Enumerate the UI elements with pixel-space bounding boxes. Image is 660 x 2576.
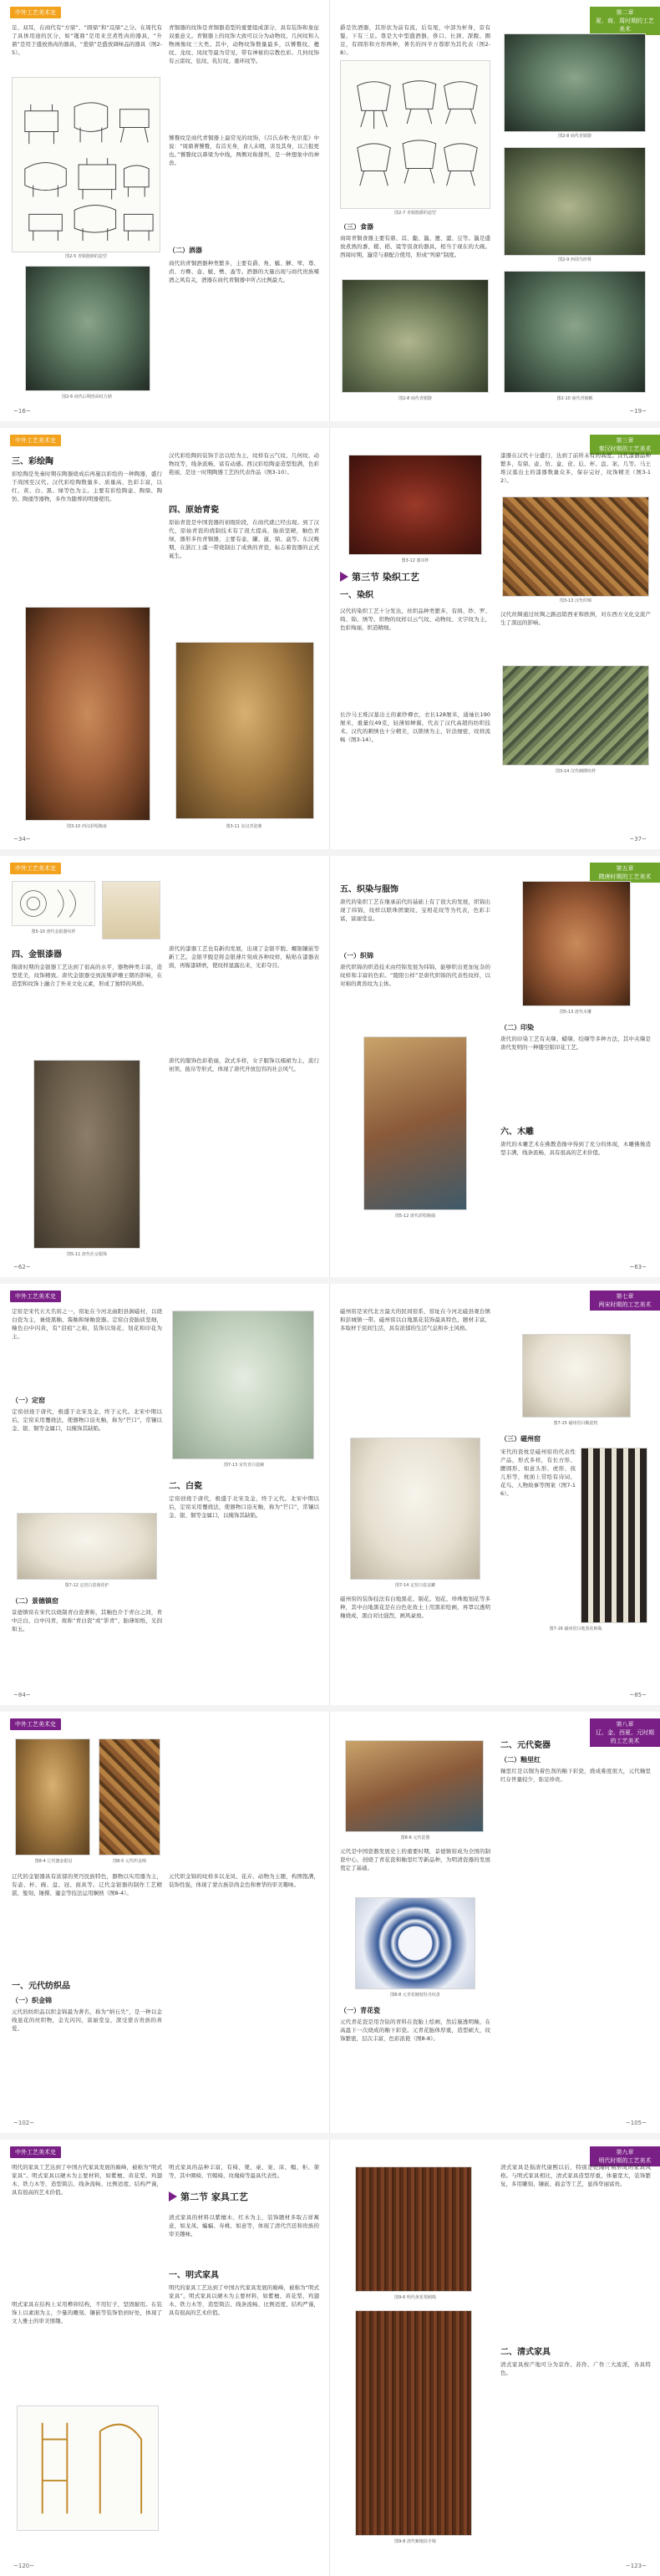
figure-covered-jar-photo	[350, 1438, 480, 1580]
subheading: （三）磁州窑	[500, 1434, 541, 1443]
page-105	[330, 1712, 660, 2133]
spread-3	[0, 856, 660, 1277]
subheading: （一）织锦	[340, 951, 373, 960]
page-number: ~37~	[629, 836, 647, 843]
chapter-section-title: 第三节 染织工艺	[340, 570, 490, 583]
spread-4	[0, 1284, 660, 1705]
figure-caption: 图8-5 元代织金锦	[113, 1859, 146, 1864]
figure-gold-silver-pattern	[12, 881, 95, 926]
figure-bird-zun-photo	[504, 147, 646, 256]
figure-caption: 图8-4 辽代鎏金银冠	[34, 1859, 73, 1864]
page-number: ~63~	[629, 1264, 647, 1270]
body-text: 磁州窑的装饰技法有白地黑花、剔花、划花、珍珠地划花等多种，其中白地黑花是在白色化妆土上用黑彩绘画，再罩以透明釉烧成，黑白对比强烈，画风豪放。	[340, 1596, 490, 1619]
body-text: 元代青花瓷是用含钴的青料在瓷胎上绘画，然后施透明釉，在高温下一次烧成的釉下彩瓷。元青花胎体厚重，造型硕大，纹饰繁密，层次丰富，色彩浓艳（图8-8）。	[340, 2019, 490, 2042]
section-heading: 六、木雕	[500, 1128, 534, 1137]
figure-caption: 图5-12 唐代彩绘陶俑	[395, 1214, 435, 1219]
page-62	[0, 856, 330, 1277]
chapter-tag: 第三章 秦汉时期的工艺美术	[590, 435, 660, 455]
subheading: （一）定窑	[12, 1396, 45, 1404]
chapter-tag: 第八章 辽、金、西夏、元时期的工艺美术	[590, 1718, 660, 1747]
book-title-tag: 中外工艺美术史	[10, 7, 61, 18]
figure-celadon-ding-photo	[175, 642, 314, 819]
body-text: 元代织金锦的纹样多以龙凤、花卉、动物为主题，构图饱满，装饰性强，体现了蒙古族崇尚金色和奢华的审美趣味。	[169, 1873, 319, 1888]
spread-5	[0, 1712, 660, 2133]
page-123	[330, 2140, 660, 2576]
body-text: 定窑创烧于唐代，极盛于北宋及金，终于元代。北宋中期以后，定窑采用覆烧法，使器物口沿无釉，称为“芒口”，常镶以金、银、铜等金属口，以掩饰其缺陷。	[169, 1495, 319, 1519]
page-number: ~84~	[13, 1692, 31, 1698]
page-number: ~19~	[629, 408, 647, 415]
body-text: 漆器在汉代十分盛行，达到了前所未有的高度。汉代漆器品种繁多，有鼎、壶、钫、盒、奁、卮、杯、盘、案、几等。马王堆汉墓出土的漆器数量众多，保存完好，纹饰精美（图3-12）。	[500, 452, 651, 484]
figure-caption: 图3-13 汉代织锦	[560, 598, 591, 603]
body-text: 清式家具按产地可分为京作、苏作、广作三大流派，各具特色。	[500, 2361, 651, 2376]
body-text: 唐代的染织工艺在继承前代的基础上有了很大的发展，织锦出现了纬锦，纹样以联珠团窠纹、宝相花纹等为代表，色彩丰富，富丽堂皇。	[340, 899, 490, 922]
figure-tang-pottery-figure	[522, 881, 631, 1006]
body-text: 辽代的金银器具有浓郁的契丹民族特色，器物以实用器为主，有壶、杯、碗、盘、冠、面具等。辽代金银器的制作工艺精湛，錾刻、锤揲、鎏金等技法运用娴熟（图8-4）。	[12, 1873, 162, 1896]
body-text: 长沙马王堆汉墓出土的素纱襌衣，衣长128厘米，通袖长190厘米，重量仅49克，轻薄如蝉翼，代表了汉代高超的纺织技术。汉代的刺绣也十分精美，以锁绣为主，针法细密，纹样流畅（图3-14）。	[340, 711, 490, 743]
figure-painted-pottery-photo	[25, 607, 150, 821]
page-number: ~120~	[13, 2563, 35, 2569]
section-heading: 二、清式家具	[500, 2348, 551, 2357]
body-text: 爵是饮酒器，其形状为前有流，后有尾，中部为杯身，旁有鋬，下有三足。尊是大中型盛酒器，侈口、长颈、深腹、圈足，有圆形和方形两种，著名的四羊方尊即为其代表（图2-8）。	[340, 24, 490, 56]
figure-tang-figure-photo	[363, 1036, 467, 1210]
chapter-tag: 第二章 夏、商、周时期的工艺美术	[590, 7, 660, 35]
figure-yuan-painting-photo	[345, 1740, 484, 1832]
section-heading: 一、元代纺织品	[12, 1982, 70, 1991]
figure-lacquer-cup-photo	[348, 455, 482, 555]
figure-caption: 图2-10 商代青铜觥	[556, 396, 593, 401]
figure-caption: 图2-7 青铜器爵的造型	[394, 211, 436, 216]
page-number: ~85~	[629, 1692, 647, 1698]
subheading: （二）景德镇窑	[12, 1596, 58, 1605]
figure-caption: 图8-6 元代瓷器	[400, 1835, 430, 1840]
figure-caption: 图5-10 唐代金银器纹样	[31, 929, 76, 934]
page-102	[0, 1712, 330, 2133]
page-85	[330, 1284, 660, 1705]
figure-blue-white-plate-photo	[355, 1897, 475, 1989]
section-heading: 四、金银漆器	[12, 950, 62, 960]
section-arrow-icon	[169, 2192, 177, 2202]
spread-6	[0, 2140, 660, 2576]
figure-caption: 图7-15 磁州窑白釉瓷枕	[553, 1421, 598, 1426]
figure-caption: 图8-8 元青花缠枝牡丹纹盘	[390, 1993, 440, 1998]
page-84	[0, 1284, 330, 1705]
body-text: 汉代的染织工艺十分发达，丝织品种类繁多，有绢、纱、罗、绮、锦、绣等。织物的纹样以云气纹、动物纹、文字纹为主，色彩绚丽，织造精细。	[340, 608, 490, 631]
figure-caption: 图3-12 漆耳杯	[401, 558, 429, 563]
chapter-tag: 第七章 两宋时期的工艺美术	[590, 1291, 660, 1311]
body-text: 明代的家具工艺达到了中国古代家具发展的巅峰，被称为“明式家具”。明式家具以硬木为主要材料，如紫檀、黄花梨、鸡翅木、铁力木等，造型简洁、线条流畅、比例适度、结构严谨，具有很高的艺术价值。	[12, 2164, 162, 2196]
book-title-tag: 中外工艺美术史	[10, 1291, 61, 1302]
page-number: ~123~	[625, 2563, 647, 2569]
figure-lady-figure-painting	[102, 881, 160, 939]
section-heading: 五、织染与服饰	[340, 885, 399, 894]
body-text: 足、双耳，在商代有“方鼎”、“圆鼎”和“鬲鼎”之分。在周代有了具体用途的区分，如“镬鼎”是用来烹煮牲肉的器具，“升鼎”是用于盛放熟肉的器具，“羞鼎”是盛放调味品的器具（图2-5）。	[12, 24, 162, 56]
figure-jue-drawings	[340, 60, 490, 209]
figure-caption: 图3-10 西汉彩绘陶壶	[67, 824, 107, 829]
figure-stone-relief-photo	[33, 1060, 140, 1249]
book-title-tag: 中外工艺美术史	[10, 435, 61, 446]
section-arrow-icon	[340, 572, 348, 582]
chapter-tag: 第五章 隋唐时期的工艺美术	[590, 863, 660, 883]
section-heading: 二、元代瓷器	[500, 1741, 551, 1750]
figure-gilt-crown-photo	[15, 1739, 90, 1856]
section-heading: 三、彩绘陶	[12, 457, 53, 466]
chapter-section-title: 第二节 家具工艺	[169, 2190, 319, 2203]
page-number: ~102~	[13, 2120, 35, 2126]
body-text: 彩绘陶是先秦时期在陶器烧成后再施以彩绘的一种陶器，盛行于战国至汉代。汉代彩绘陶数量多、质量高、色彩丰富，以红、黄、白、黑、绿等色为主。主要有彩绘陶壶、陶鼎、陶钫、陶俑等器物，多作为随葬的明器使用。	[12, 471, 162, 502]
page-number: ~105~	[625, 2120, 647, 2126]
section-heading: 二、白瓷	[169, 1482, 202, 1491]
body-text: 明式家具的品种丰富，有椅、凳、桌、案、床、榻、柜、架等，其中圈椅、官帽椅、玫瑰椅等最具代表性。	[169, 2164, 319, 2179]
figure-embroidery-photo	[502, 665, 649, 766]
body-text: 釉里红是以铜为着色剂的釉下彩瓷，烧成难度很大，元代釉里红存世量较少，弥足珍贵。	[500, 1768, 651, 1783]
figure-round-back-chair-photo	[355, 2166, 472, 2292]
body-text: 唐代的印染工艺有夹缬、蜡缬、绞缬等多种方法，其中夹缬是唐代发明的一种镂空版印花工艺。	[500, 1036, 651, 1051]
figure-caption: 图7-14 定窑白瓷盖罐	[395, 1583, 435, 1588]
page-120	[0, 2140, 330, 2576]
figure-ding-drawings	[12, 77, 160, 252]
chapter-tag: 第九章 明代时期的工艺美术	[590, 2146, 660, 2166]
body-text: 定窑创烧于唐代，极盛于北宋及金，终于元代。北宋中期以后，定窑采用覆烧法，使器物口沿无釉，称为“芒口”，常镶以金、银、铜等金属口，以掩饰其缺陷。	[12, 1408, 162, 1432]
figure-gold-brocade-photo	[99, 1739, 160, 1856]
body-text: 宋代的瓷枕是磁州窑的代表性产品，形式多样，有长方形、腰圆形、如意头形、虎形、孩儿形等，枕面上常绘有诗词、花鸟、人物故事等图案（图7-16）。	[500, 1448, 576, 1497]
body-text: 唐代织锦的织造技术由经锦发展为纬锦，能够织出更加复杂的纹样和丰富的色彩。“陵阳公样”是唐代织锦的代表性纹样，以对称的禽兽纹为主体。	[340, 964, 490, 987]
figure-caption: 图2-6 商代后期兽面纹方鼎	[62, 395, 112, 400]
subheading: （三）食器	[340, 222, 373, 231]
figure-bronze-vessel-photo	[342, 279, 489, 393]
body-text: 青铜器的纹饰是青铜器造型的重要组成部分，具有装饰和象征双重意义。青铜器上的纹饰大致可以分为动物纹、几何纹和人物画像纹三大类。其中，动物纹饰数量最多，以饕餮纹、夔纹、龙纹、凤纹等最为常见，带有神秘的宗教色彩。几何纹饰有云雷纹、弦纹、乳钉纹、重环纹等。	[169, 24, 319, 64]
book-title-tag: 中外工艺美术史	[10, 863, 61, 874]
figure-caption: 图7-12 定窑白瓷刻花炉	[64, 1583, 109, 1588]
body-text: 汉代彩绘陶的装饰手法以绘为主，纹样有云气纹、几何纹、动物纹等，线条流畅，富有动感。西汉彩绘陶壶造型饱满，色彩艳丽，是这一时期陶器工艺的代表作品（图3-10）。	[169, 452, 319, 476]
body-text: 汉代丝绸通过丝绸之路远销西亚和欧洲，对东西方文化交流产生了深远的影响。	[500, 611, 651, 626]
figure-white-porcelain-censer	[17, 1513, 157, 1580]
body-text: 唐代的漆器工艺也有新的发展，出现了金银平脱、螺钿镶嵌等新工艺。金银平脱是将金银薄片刻成各种纹样，粘贴在漆器表面，再髹漆研磨，使纹样显露出来，光彩夺目。	[169, 945, 319, 969]
page-number: ~34~	[13, 836, 31, 843]
subheading: （一）织金锦	[12, 1996, 52, 2004]
page-37	[330, 428, 660, 849]
figure-cizhou-meiping-photo	[581, 1448, 647, 1623]
figure-caption: 图7-13 宋代青白瓷碗	[224, 1463, 264, 1468]
body-text: 清式家具的材料以紫檀木、红木为主，装饰题材多取吉祥寓意，如龙凤、蝙蝠、寿桃、如意等，体现了清代宫廷和贵族的审美趣味。	[169, 2214, 319, 2237]
body-text: 商代的青铜酒器种类繁多，主要有爵、角、觚、觯、斝、尊、卣、方彝、壶、觥、罍、盉等。酒器的大量出现与商代贵族嗜酒之风有关，酒器在商代青铜器中所占比例最大。	[169, 260, 319, 283]
page-19	[330, 0, 660, 421]
body-text: 商周青铜食器主要有鼎、鬲、甗、簋、簠、盨、豆等。簋是盛放煮熟的黍、稷、稻、粱等饭食的器具，相当于现在的大碗。西周时期，簋常与鼎配合使用，形成“列鼎”制度。	[340, 235, 490, 258]
figure-caption: 图5-13 唐代木雕	[560, 1010, 591, 1015]
body-text: 原始青瓷是中国瓷器的初级阶段，在商代就已经出现。到了汉代，原始青瓷的烧制技术有了很大提高，胎质坚硬，釉色青绿，器形多仿青铜器，主要有壶、罐、瓿、鼎、盒等。东汉晚期，在浙江上虞一带烧制出了成熟的青瓷，标志着瓷器的正式诞生。	[169, 519, 319, 559]
body-text: 元代的纺织品以织金锦最为著名，称为“纳石失”，是一种以金线显花的丝织物，金光闪闪，富丽堂皇，深受蒙古贵族的喜爱。	[12, 2008, 162, 2032]
subheading: （二）酒器	[169, 246, 202, 254]
spread-1	[0, 0, 660, 421]
body-text: 饕餮纹是商代青铜器上最常见的纹饰，《吕氏春秋·先识览》中说：“周鼎著饕餮，有首无身，食人未咽，害及其身，以言报更也。”饕餮纹以鼻梁为中线，两侧对称排列，是一种想象中的神兽。	[169, 135, 319, 166]
page-number: ~16~	[13, 408, 31, 415]
body-text: 定窑是宋代五大名窑之一，窑址在今河北曲阳县涧磁村，以烧白瓷为主，兼烧黑釉、酱釉和绿釉瓷器。定窑白瓷胎质坚细，釉色白中闪黄，有“泪痕”之称，装饰以刻花、划花和印花为主。	[12, 1308, 162, 1340]
body-text: 元代是中国瓷器发展史上的重要时期，景德镇窑成为全国的制瓷中心，创烧了青花瓷和釉里红等新品种，为明清瓷器的发展奠定了基础。	[340, 1848, 490, 1871]
figure-caption: 图7-16 磁州窑白地黑花梅瓶	[549, 1627, 602, 1632]
spread-2	[0, 428, 660, 849]
book-title-tag: 中外工艺美术史	[10, 2146, 61, 2158]
figure-caption: 图2-9 西周鸟形尊	[558, 257, 591, 262]
body-text: 明代的家具工艺达到了中国古代家具发展的巅峰，被称为“明式家具”。明式家具以硬木为主要材料，如紫檀、黄花梨、鸡翅木、铁力木等，造型简洁、线条流畅、比例适度、结构严谨，具有很高的艺术价值。	[169, 2284, 319, 2316]
figure-square-ding-photo	[25, 266, 150, 391]
page-34	[0, 428, 330, 849]
figure-caption: 图9-6 明代黄花梨圈椅	[394, 2295, 436, 2300]
section-heading: 四、原始青瓷	[169, 506, 219, 515]
subheading: （二）釉里红	[500, 1755, 541, 1764]
figure-qingbai-bowl-photo	[172, 1311, 314, 1459]
page-16	[0, 0, 330, 421]
section-heading: 一、明式家具	[169, 2271, 219, 2280]
page-number: ~62~	[13, 1264, 31, 1270]
figure-zun-photo	[504, 33, 646, 132]
page-63	[330, 856, 660, 1277]
figure-porcelain-pillow-photo	[522, 1334, 631, 1418]
figure-caption: 图2-5 青铜器鼎的造型	[65, 254, 107, 259]
subheading: （二）印染	[500, 1023, 534, 1031]
section-heading: 一、染织	[340, 591, 373, 600]
body-text: 磁州窑是宋代北方最大的民间窑系，窑址在今河北磁县观台镇和彭城镇一带。磁州窑以白地黑花装饰最具特色，题材丰富，多取材于民间生活，具有浓郁的生活气息和乡土风格。	[340, 1308, 490, 1331]
book-title-tag: 中外工艺美术史	[10, 1718, 61, 1730]
subheading: （一）青花瓷	[340, 2006, 380, 2014]
figure-furniture-joinery-drawing	[17, 2405, 159, 2531]
figure-caption: 图9-8 清代紫檀扶手椅	[394, 2539, 436, 2544]
body-text: 唐代的服饰色彩艳丽，款式多样，女子服饰以襦裙为主，流行袒领、披帛等形式，体现了唐代开放包容的社会风气。	[169, 1057, 319, 1072]
figure-brocade-photo	[502, 496, 649, 597]
figure-armchair-photo	[355, 2310, 472, 2536]
figure-caption: 图2-8 商代青铜器	[399, 396, 432, 401]
figure-gong-photo	[504, 271, 646, 393]
body-text: 唐代的木雕艺术在佛教造像中得到了充分的体现，木雕佛像造型丰满，线条流畅，具有很高的艺术价值。	[500, 1141, 651, 1156]
body-text: 清式家具是指清代康熙以后，特别是乾隆时期形成的家具风格。与明式家具相比，清式家具造型厚重，体量宽大，装饰繁复，多用雕刻、镶嵌、描金等工艺，显得华丽富贵。	[500, 2164, 651, 2187]
figure-caption: 图3-14 汉代刺绣纹样	[556, 769, 596, 774]
body-text: 隋唐时期的金银器工艺达到了很高的水平，器物种类丰富，造型优美，纹饰精致。唐代金银器受到波斯萨珊王朝的影响，在造型和纹饰上融合了外来文化元素，形成了独特的风格。	[12, 964, 162, 987]
figure-caption: 图3-11 东汉青瓷鼎	[226, 824, 262, 829]
body-text: 景德镇窑在宋代以烧制青白瓷著称，其釉色介于青白之间，青中泛白，白中闪青，故称“青白瓷”或“影青”，胎薄如纸，光润如玉。	[12, 1609, 162, 1632]
body-text: 明式家具在结构上采用榫卯结构，不用钉子，坚固耐用。在装饰上以素面为主，少量的雕刻、镶嵌等装饰恰到好处，体现了文人雅士的审美情趣。	[12, 2301, 162, 2324]
figure-caption: 图5-11 唐代仕女服饰	[67, 1252, 107, 1257]
figure-caption: 图2-8 商代青铜器	[558, 134, 591, 139]
